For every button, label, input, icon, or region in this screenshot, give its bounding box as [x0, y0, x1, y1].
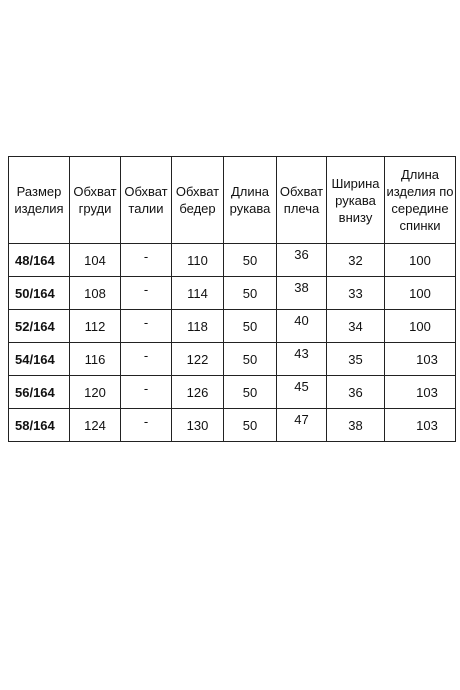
garment-length-cell: 100 [385, 244, 456, 277]
sleeve-length-cell: 50 [224, 409, 277, 442]
garment-length-cell: 100 [385, 277, 456, 310]
size-cell: 50/164 [9, 277, 70, 310]
size-cell: 56/164 [9, 376, 70, 409]
chest-cell: 116 [70, 343, 121, 376]
shoulder-cell: 40 [277, 310, 327, 343]
shoulder-cell: 36 [277, 244, 327, 277]
table-row [9, 343, 456, 376]
size-cell: 52/164 [9, 310, 70, 343]
garment-length-cell: 103 [385, 343, 456, 376]
garment-length-cell: 103 [385, 409, 456, 442]
header-hips: Обхват бедер [172, 157, 224, 244]
shoulder-cell: 38 [277, 277, 327, 310]
header-row [9, 157, 456, 244]
hips-cell: 110 [172, 244, 224, 277]
sleeve-length-cell: 50 [224, 277, 277, 310]
chest-cell: 124 [70, 409, 121, 442]
chest-cell: 108 [70, 277, 121, 310]
waist-cell: - [121, 310, 172, 343]
hips-cell: 130 [172, 409, 224, 442]
garment-length-cell: 100 [385, 310, 456, 343]
size-cell: 48/164 [9, 244, 70, 277]
shoulder-cell: 43 [277, 343, 327, 376]
garment-length-cell: 103 [385, 376, 456, 409]
waist-cell: - [121, 376, 172, 409]
hips-cell: 126 [172, 376, 224, 409]
size-cell: 58/164 [9, 409, 70, 442]
table-row [9, 409, 456, 442]
header-garment-length: Длина изделия по середине спинки [385, 157, 456, 244]
header-chest: Обхват груди [70, 157, 121, 244]
sleeve-width-cell: 33 [327, 277, 385, 310]
sleeve-width-cell: 38 [327, 409, 385, 442]
header-size: Размер изделия [9, 157, 70, 244]
shoulder-cell: 45 [277, 376, 327, 409]
hips-cell: 122 [172, 343, 224, 376]
waist-cell: - [121, 409, 172, 442]
waist-cell: - [121, 343, 172, 376]
sleeve-width-cell: 35 [327, 343, 385, 376]
table-row [9, 310, 456, 343]
size-chart-table [8, 156, 456, 442]
sleeve-width-cell: 36 [327, 376, 385, 409]
header-waist: Обхват талии [121, 157, 172, 244]
table-row [9, 277, 456, 310]
size-cell: 54/164 [9, 343, 70, 376]
header-sleeve-width: Ширина рукава внизу [327, 157, 385, 244]
waist-cell: - [121, 244, 172, 277]
chest-cell: 120 [70, 376, 121, 409]
sleeve-length-cell: 50 [224, 244, 277, 277]
shoulder-cell: 47 [277, 409, 327, 442]
sleeve-width-cell: 34 [327, 310, 385, 343]
hips-cell: 118 [172, 310, 224, 343]
sleeve-length-cell: 50 [224, 376, 277, 409]
table-row [9, 244, 456, 277]
hips-cell: 114 [172, 277, 224, 310]
chest-cell: 104 [70, 244, 121, 277]
sleeve-length-cell: 50 [224, 343, 277, 376]
sleeve-length-cell: 50 [224, 310, 277, 343]
waist-cell: - [121, 277, 172, 310]
sleeve-width-cell: 32 [327, 244, 385, 277]
chest-cell: 112 [70, 310, 121, 343]
header-shoulder: Обхват плеча [277, 157, 327, 244]
table-row [9, 376, 456, 409]
header-sleeve-length: Длина рукава [224, 157, 277, 244]
